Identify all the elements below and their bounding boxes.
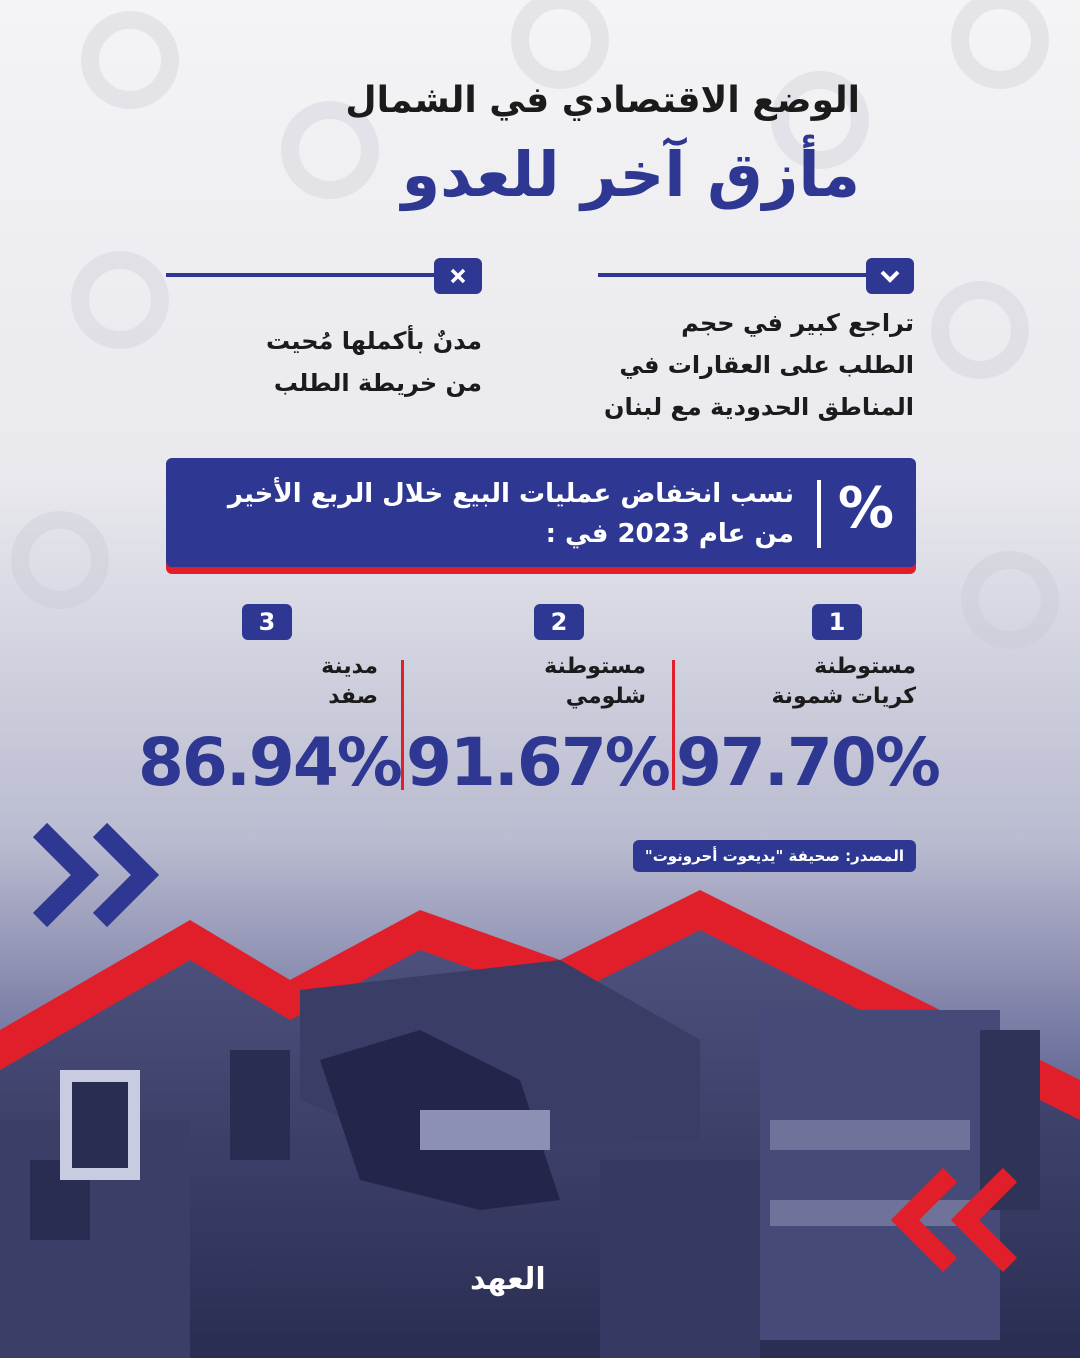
close-icon	[434, 258, 482, 294]
chevron-down-icon	[866, 258, 914, 294]
page-title: الوضع الاقتصادي في الشمال	[345, 80, 860, 121]
brand-logo: العهد	[470, 1262, 546, 1297]
banner-text: نسب انخفاض عمليات البيع خلال الربع الأخير من عام 2023 في :	[227, 479, 794, 549]
right-point-header	[598, 258, 914, 294]
stat-item-2	[406, 604, 669, 804]
source-badge: المصدر: صحيفة "يديعوت أحرونوت"	[633, 840, 916, 872]
double-chevron-left-icon	[880, 1165, 1030, 1275]
stat-name: مستوطنة شلومي	[544, 654, 646, 709]
stat-item-3	[138, 604, 401, 804]
rank-badge: 1	[812, 604, 862, 640]
percent-icon: %	[837, 476, 894, 541]
stat-name: مدينة صفد	[321, 654, 378, 709]
stat-value: 86.94%	[138, 724, 401, 801]
banner-separator	[817, 480, 821, 548]
right-point-text: تراجع كبير في حجم الطلب على العقارات في المناطق الحدودية مع لبنان	[604, 309, 914, 421]
stat-value: 97.70%	[676, 724, 939, 801]
left-point-text: مدنٌ بأكملها مُحيت من خريطة الطلب	[266, 327, 482, 397]
left-point-header	[166, 258, 482, 294]
divider	[598, 273, 868, 277]
stat-value: 91.67%	[406, 724, 669, 801]
stat-item-1	[676, 604, 939, 804]
stat-separator	[401, 660, 404, 790]
decline-banner	[166, 458, 916, 570]
stat-name: مستوطنة كريات شمونة	[771, 654, 916, 709]
page-subtitle: مأزق آخر للعدو	[401, 138, 860, 211]
divider	[166, 273, 436, 277]
stat-separator	[672, 660, 675, 790]
rank-badge: 2	[534, 604, 584, 640]
rank-badge: 3	[242, 604, 292, 640]
